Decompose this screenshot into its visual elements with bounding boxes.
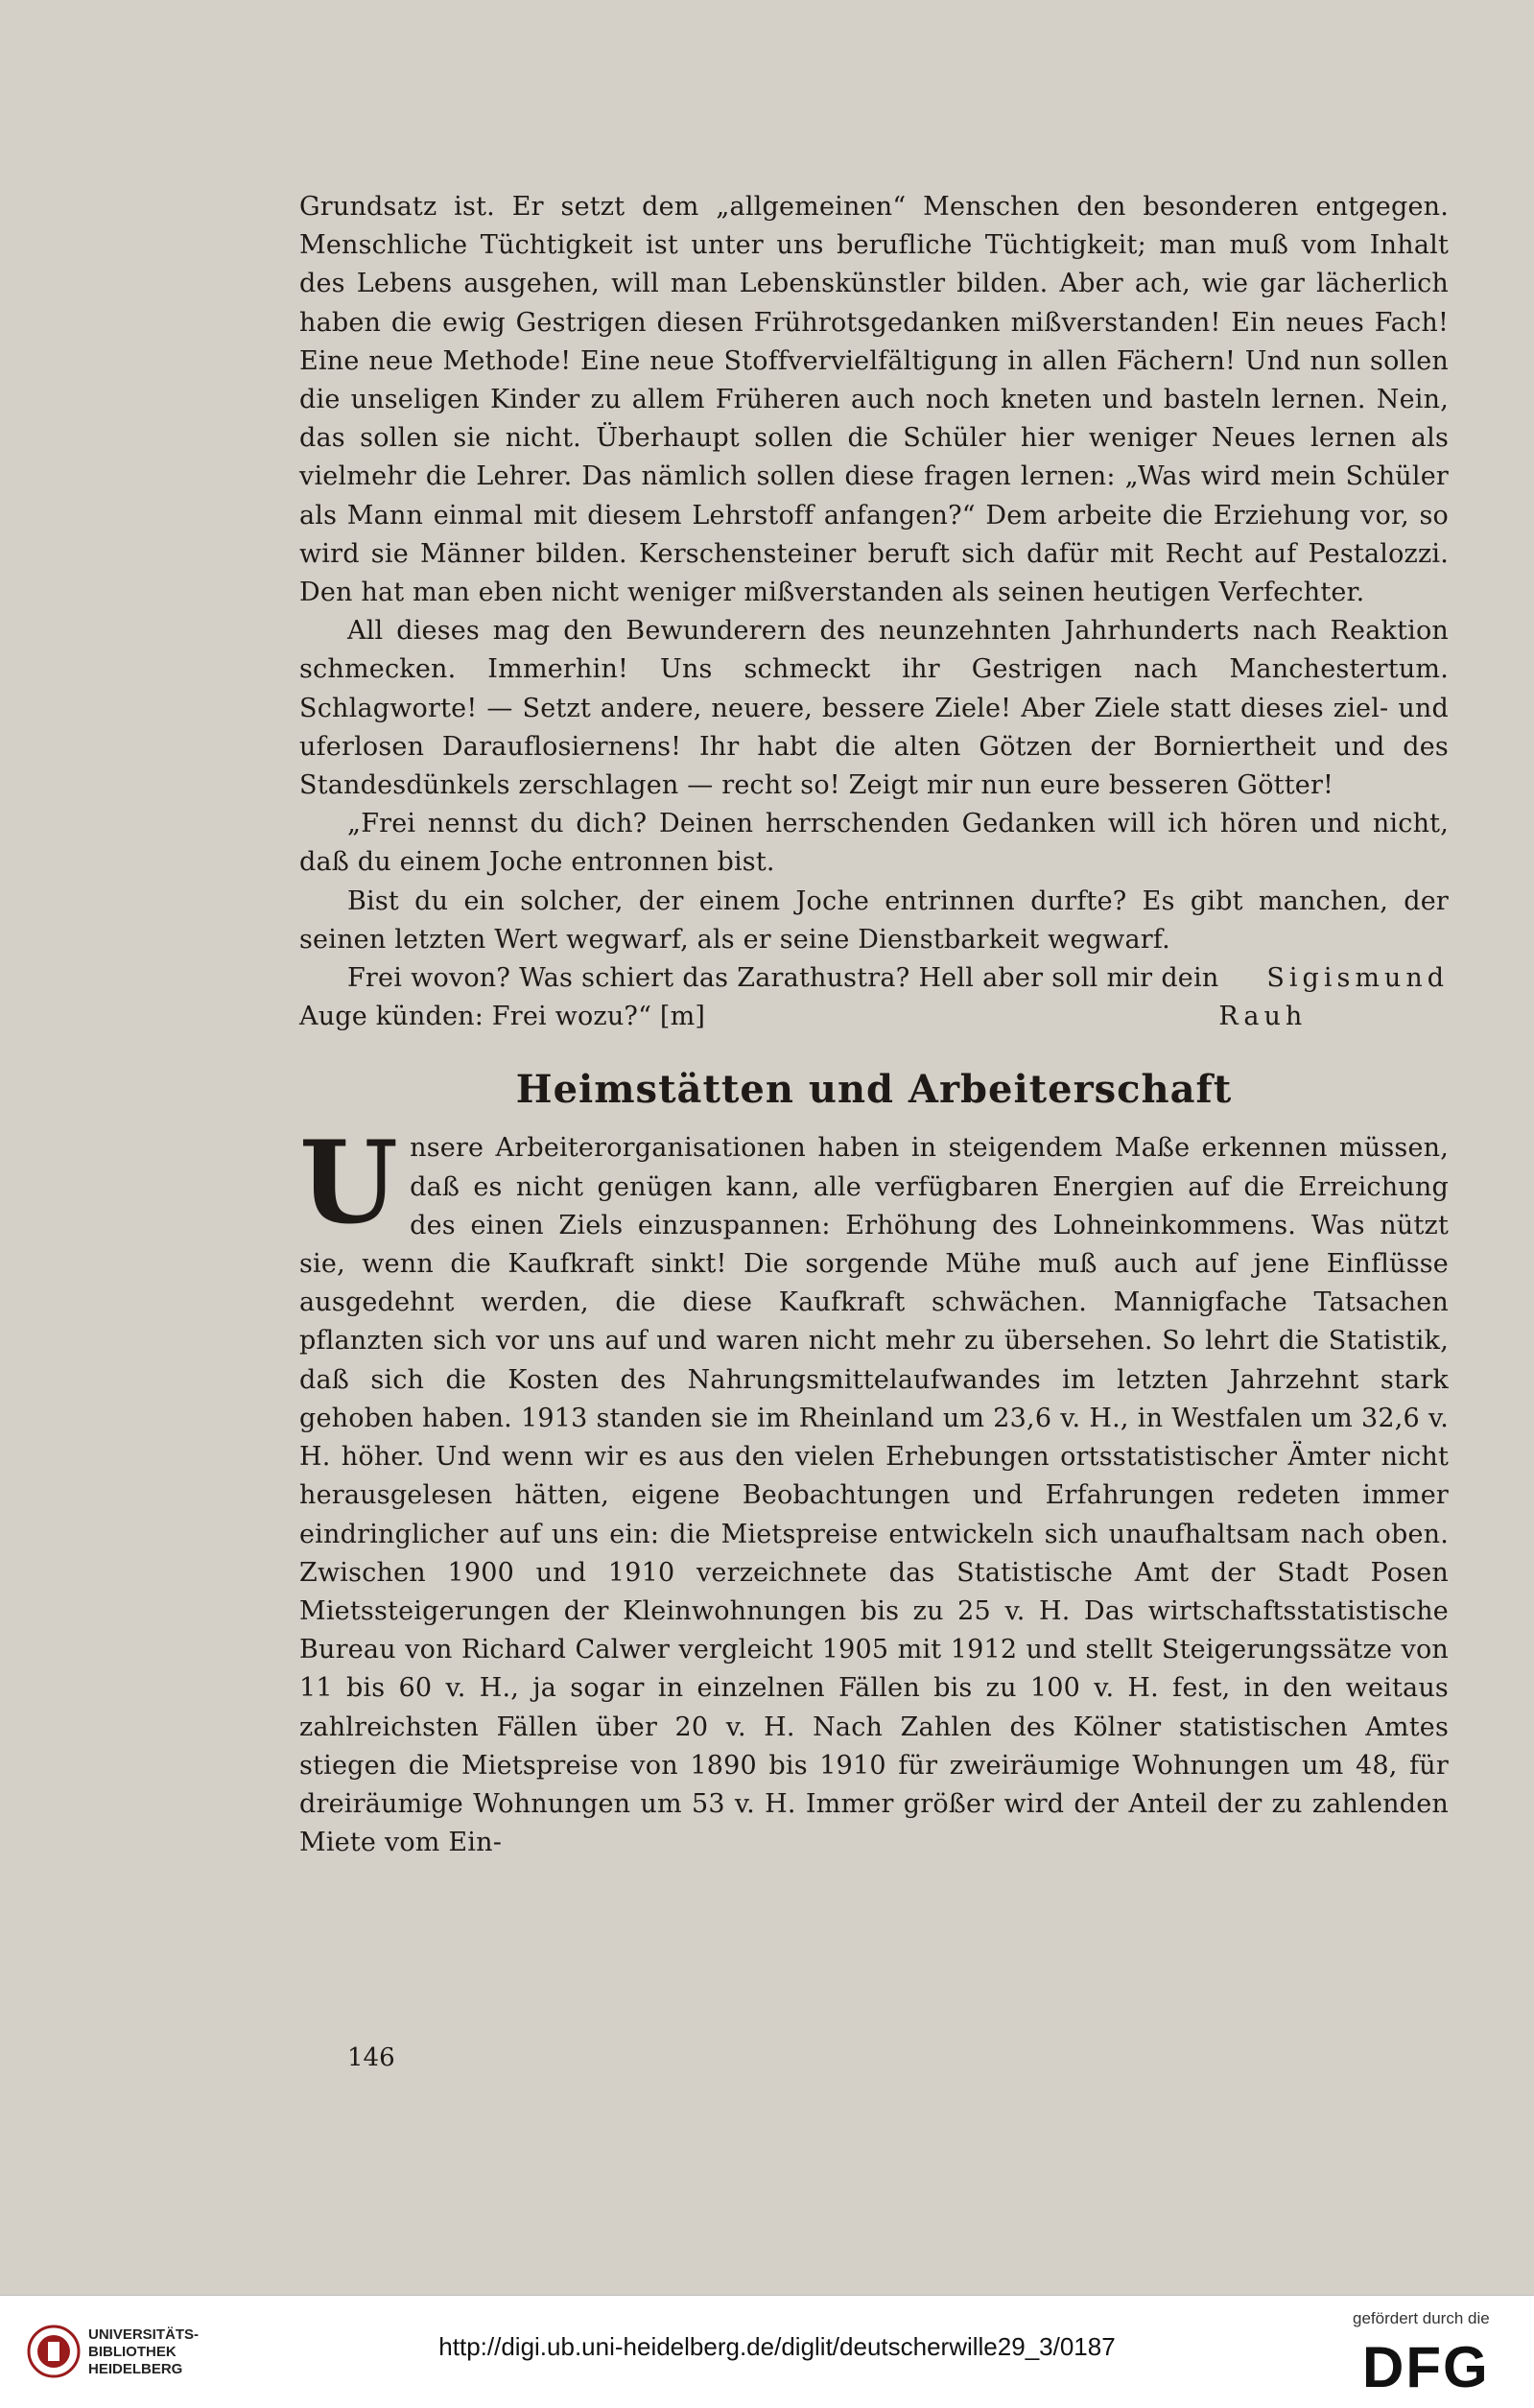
paragraph-1: Grundsatz ist. Er setzt dem „allgemeinen“ Menschen den besonderen entgegen. Menschliche Tüchtigkeit ist unter uns berufliche Tüchtigkeit; man muß vom Inhalt des Lebens ausgehen, will man Lebenskünstler bilden. Aber ach, wie gar lächerlich haben die ewig Gestrigen diesen Frührotsgedanken mißverstanden! Ein neues Fach! Eine neue Methode! Eine neue Stoffvervielfältigung in allen Fächern! Und nun sollen die unseligen Kinder zu allem Früheren auch noch kneten und basteln lernen. Nein, das sollen sie nicht. Überhaupt sollen die Schüler hier weniger Neues lernen als vielmehr die Lehrer. Das nämlich sollen diese fragen lernen: „Was wird mein Schüler als Mann einmal mit diesem Lehrstoff anfangen?“ Dem arbeite die Erziehung vor, so wird sie Männer bilden. Kerschensteiner beruft sich dafür mit Recht auf Pestalozzi. Den hat man eben nicht weniger mißverstanden als seinen heutigen Verfechter. <box>299 192 1449 608</box>
paragraph-2: All dieses mag den Bewunderern des neunzehnten Jahrhunderts nach Reaktion schmecken. Immerhin! Uns schmeckt ihr Gestrigen nach Manchestertum. Schlagworte! — Setzt andere, neuere, bessere Ziele! Aber Ziele statt dieses ziel- und uferlosen Darauflosiernens! Ihr habt die alten Götzen der Borniertheit und des Standesdünkels zerschlagen — recht so! Zeigt mir nun eure besseren Götter! <box>299 616 1449 801</box>
author-signature: Sigismund Rauh <box>1218 963 1449 1032</box>
drop-cap: U <box>299 1116 399 1250</box>
page-text <box>299 188 1449 1862</box>
closing-line <box>299 959 1449 1036</box>
paragraph-3: „Frei nennst du dich? Deinen herrschenden Gedanken will ich hören und nicht, daß du einem Joche entronnen bist. <box>299 809 1449 878</box>
article-heading: Heimstätten und Arbeiterschaft <box>515 1067 1233 1113</box>
viewer-footer <box>0 2295 1534 2408</box>
closing-quote: Frei wovon? Was schiert das Zarathustra? Hell aber soll mir dein Auge künden: Frei wozu?“ [m] <box>299 963 1219 1032</box>
article-body-text: nsere Arbeiterorganisationen haben in steigendem Maße erkennen müssen, daß es nicht genügen kann, alle verfügbaren Energien auf die Erreichung des einen Ziels einzuspannen: Erhöhung des Lohneinkommens. Was nützt sie, wenn die Kaufkraft sinkt! Die sorgende Mühe muß auch auf jene Einflüsse ausgedehnt werden, die diese Kaufkraft schwächen. Mannigfache Tatsachen pflanzten sich vor uns auf und waren nicht mehr zu übersehen. So lehrt die Statistik, daß sich die Kosten des Nahrungsmittelaufwandes im letzten Jahrzehnt stark gehoben haben. 1913 standen sie im Rheinland um 23,6 v. H., in Westfalen um 32,6 v. H. höher. Und wenn wir es aus den vielen Erhebungen ortsstatistischer Ämter nicht herausgelesen hätten, eigene Beobachtungen und Erfahrungen redeten immer eindringlicher auf uns ein: die Mietspreise entwickeln sich unaufhaltsam nach oben. Zwischen 1900 und 1910 verzeichnete das Statistische Amt der Stadt Posen Mietssteigerungen der Kleinwohnungen bis zu 25 v. H. Das wirtschaftsstatistische Bureau von Richard Calwer vergleicht 1905 mit 1912 und stellt Steigerungssätze von 11 bis 60 v. H., ja sogar in einzelnen Fällen bis zu 100 v. H. fest, in den weitaus zahlreichsten Fällen über 20 v. H. Nach Zahlen des Kölner statistischen Amtes stiegen die Mietspreise von 1890 bis 1910 für zweiräumige Wohnungen um 48, für dreiräumige Wohnungen um 53 v. H. Immer größer wird der Anteil der zu zahlenden Miete vom Ein- <box>299 1133 1449 1858</box>
institution-name: UNIVERSITÄTS- BIBLIOTHEK HEIDELBERG <box>88 2326 200 2377</box>
article-paragraph <box>299 1116 1449 1862</box>
permalink-url[interactable]: http://digi.ub.uni-heidelberg.de/diglit/deutscherwille29_3/0187 <box>438 2332 1116 2361</box>
dfg-logo-icon: DFG <box>1362 2335 1490 2399</box>
paragraph-4: Bist du ein solcher, der einem Joche entrinnen durfte? Es gibt manchen, der seinen letzten Wert wegwarf, als er seine Dienstbarkeit wegwarf. <box>299 885 1449 955</box>
page-number: 146 <box>347 2043 395 2072</box>
funding-note: gefördert durch die <box>1353 2309 1490 2327</box>
university-seal-icon <box>27 2325 81 2378</box>
